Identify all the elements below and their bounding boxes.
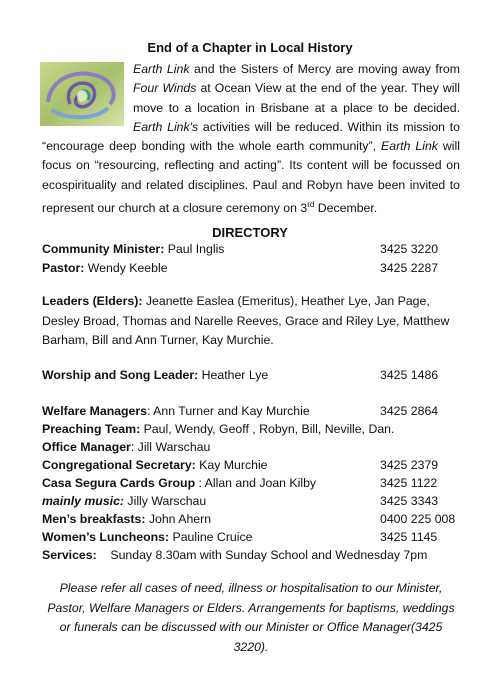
- community-minister-phone: 3425 3220: [380, 242, 439, 256]
- article-title: End of a Chapter in Local History: [147, 40, 353, 55]
- mainly-music-row: mainly music: Jilly Warschau 3425 3343: [42, 494, 439, 508]
- four-winds-name: Four Winds: [133, 81, 197, 96]
- mens-breakfasts-phone: 0400 225 008: [380, 512, 456, 526]
- leaders-paragraph: Leaders (Elders): Jeanette Easlea (Emeritus), Heather Lye, Jan Page, Desley Broad, Thomas and Narelle Reeves, Grace and Riley Lye, Matthew Barham, Bill and Ann Turner, Kay Murchie.: [42, 294, 450, 347]
- community-minister-row: Community Minister: Paul Inglis 3425 3220: [42, 242, 439, 256]
- welfare-managers-phone: 3425 2864: [380, 404, 439, 418]
- pastor-phone: 3425 2287: [380, 261, 439, 275]
- footer-note: Please refer all cases of need, illness or hospitalisation to our Minister, Pastor, Welfare Managers or Elders. Arrangements for baptisms, weddings or funerals can be discussed with our Minister or Office Manager(3425 3220).: [47, 581, 455, 654]
- pastor-row: Pastor: Wendy Keeble 3425 2287: [42, 261, 439, 275]
- office-manager-row: Office Manager: Jill Warschau: [42, 440, 211, 454]
- congregational-secretary-phone: 3425 2379: [380, 458, 439, 472]
- mainly-music-phone: 3425 3343: [380, 494, 439, 508]
- worship-leader-phone: 3425 1486: [380, 368, 439, 382]
- congregational-secretary-row: Congregational Secretary: Kay Murchie 3425 2379: [42, 458, 439, 472]
- womens-luncheons-row: Women’s Luncheons: Pauline Cruice 3425 1145: [42, 530, 438, 544]
- earth-link-name: Earth Link: [133, 62, 190, 76]
- article-body: Earth Link and the Sisters of Mercy are moving away from Four Winds at Ocean View at the end of the year. They will move to a location in Brisbane at a place to be decided. Earth Link's activities will be reduced. Within its mission to “encourage deep bonding with the whole earth community”, Earth Link will focus on “resourcing, reflecting and acting”. Its content will be focussed on ecospirituality and related disciplines. Paul and Robyn have been invited to represent our church at a closure ceremony on 3rd December.: [42, 62, 460, 216]
- preaching-team-row: Preaching Team: Paul, Wendy, Geoff , Robyn, Bill, Neville, Dan.: [42, 422, 395, 436]
- worship-leader-row: Worship and Song Leader: Heather Lye 3425 1486: [42, 368, 439, 382]
- directory-title: DIRECTORY: [212, 225, 288, 240]
- womens-luncheons-phone: 3425 1145: [380, 530, 438, 544]
- casa-segura-phone: 3425 1122: [380, 476, 438, 490]
- welfare-managers-row: Welfare Managers: Ann Turner and Kay Murchie 3425 2864: [42, 404, 439, 418]
- services-row: Services: Sunday 8.30am with Sunday School and Wednesday 7pm: [42, 548, 428, 562]
- casa-segura-row: Casa Segura Cards Group : Allan and Joan Kilby 3425 1122: [42, 476, 438, 490]
- mens-breakfasts-row: Men’s breakfasts: John Ahern 0400 225 008: [42, 512, 456, 526]
